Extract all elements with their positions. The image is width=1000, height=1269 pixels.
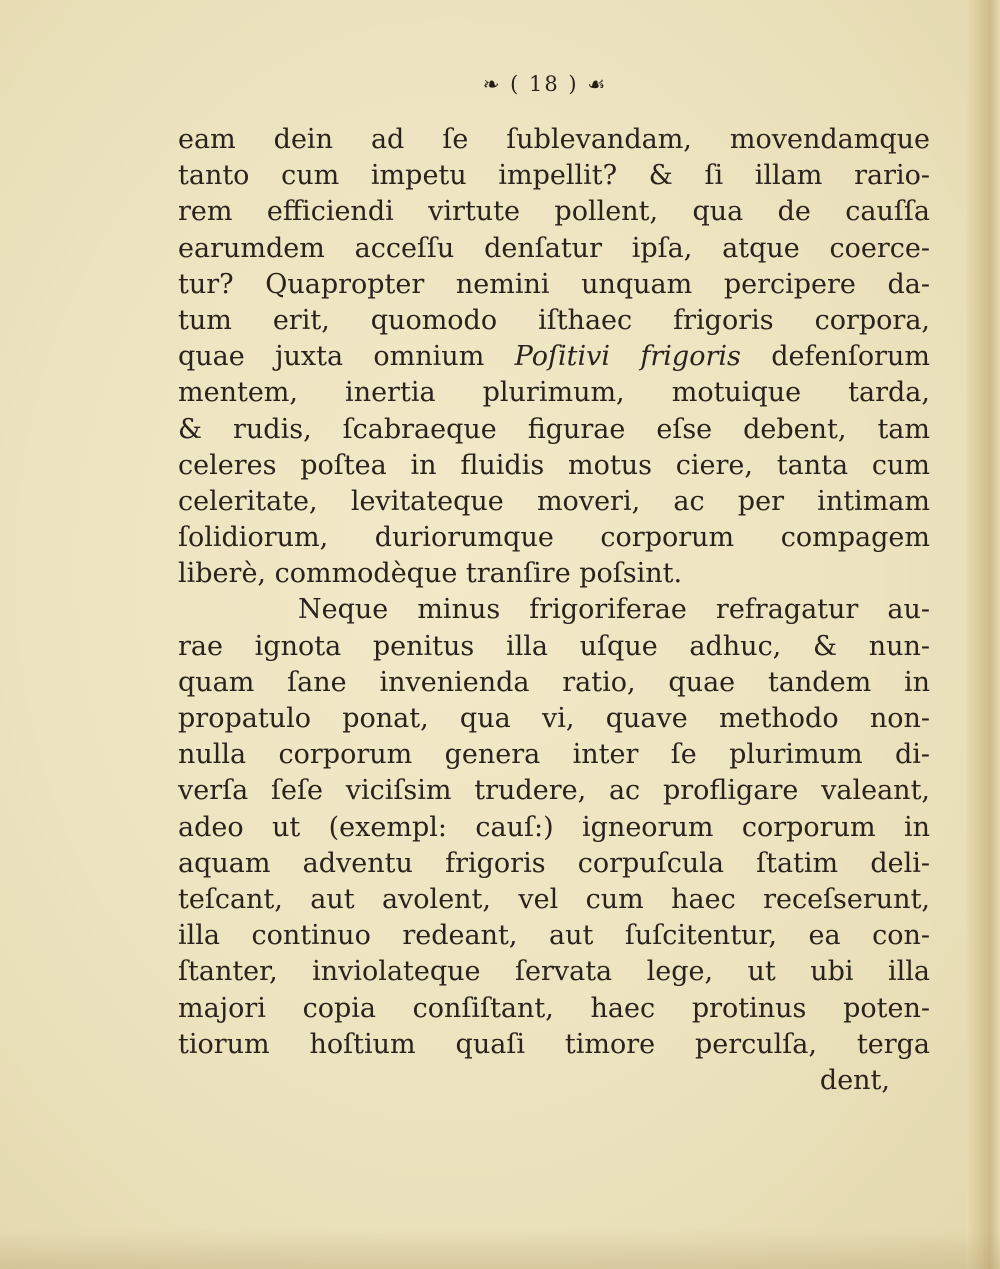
text-line: earumdem acceſſu denſatur ipſa, atque coerce- [178,232,930,264]
text-line: tum erit, quomodo iſthaec frigoris corpora, [178,304,930,336]
text-line [178,339,930,375]
text-line: tur? Quapropter nemini unquam percipere da- [178,268,930,300]
text-segment: quae juxta omnium [178,341,515,373]
text-line: ſolidiorum, duriorumque corporum compagem [178,522,930,554]
text-line: & rudis, ſcabraeque figurae eſse debent, tam [178,413,930,445]
text-line: liberè, commodèque tranſire poſsint. [178,558,683,590]
text-line: eam dein ad ſe ſublevandam, movendamque [178,124,930,155]
body-text [178,122,930,1099]
right-ornament-icon: ☙ [587,72,608,96]
page-gutter [966,0,1000,1269]
text-line: illa continuo redeant, aut ſuſcitentur, ea con- [178,920,930,952]
text-line: rae ignota penitus illa uſque adhuc, & nun- [178,630,930,662]
left-ornament-icon: ❧ [482,72,502,96]
text-line: propatulo ponat, qua vi, quave methodo non- [178,703,930,734]
text-line: aquam adventu frigoris corpuſcula ſtatim deli- [178,847,930,879]
text-line: Neque minus frigoriferae refragatur au- [298,594,930,626]
italic-term: Poſitivi frigoris [514,341,741,373]
text-line: rem efficiendi virtute pollent, qua de cauſſa [178,196,930,228]
catchword: dent, [819,1064,890,1096]
text-line: celeritate, levitateque moveri, ac per intimam [178,485,930,517]
text-segment: defenſorum [740,341,930,373]
text-line: mentem, inertia plurimum, motuique tarda, [178,377,930,409]
text-line: ſtanter, inviolateque ſervata lege, ut ubi illa [178,956,930,988]
text-line: nulla corporum genera inter ſe plurimum di- [178,739,930,771]
text-line: verſa ſeſe viciſsim trudere, ac profligare valeant, [178,775,930,807]
page-number: ( 18 ) [510,72,579,96]
text-line: adeo ut (exempl: cauſ:) igneorum corporum in [178,811,930,843]
text-line: majori copia conſiſtant, haec protinus poten- [178,992,930,1024]
text-line: teſcant, aut avolent, vel cum haec receſserunt, [178,883,930,915]
text-line: quam ſane invenienda ratio, quae tandem in [178,666,930,698]
page-bottom-shadow [0,1229,1000,1269]
page-header [0,72,1000,96]
text-line: tanto cum impetu impellit? & ſi illam rario- [178,160,930,192]
text-line: tiorum hoſtium quaſi timore perculſa, terga [178,1028,930,1060]
text-line: celeres poſtea in fluidis motus ciere, tanta cum [178,449,930,481]
